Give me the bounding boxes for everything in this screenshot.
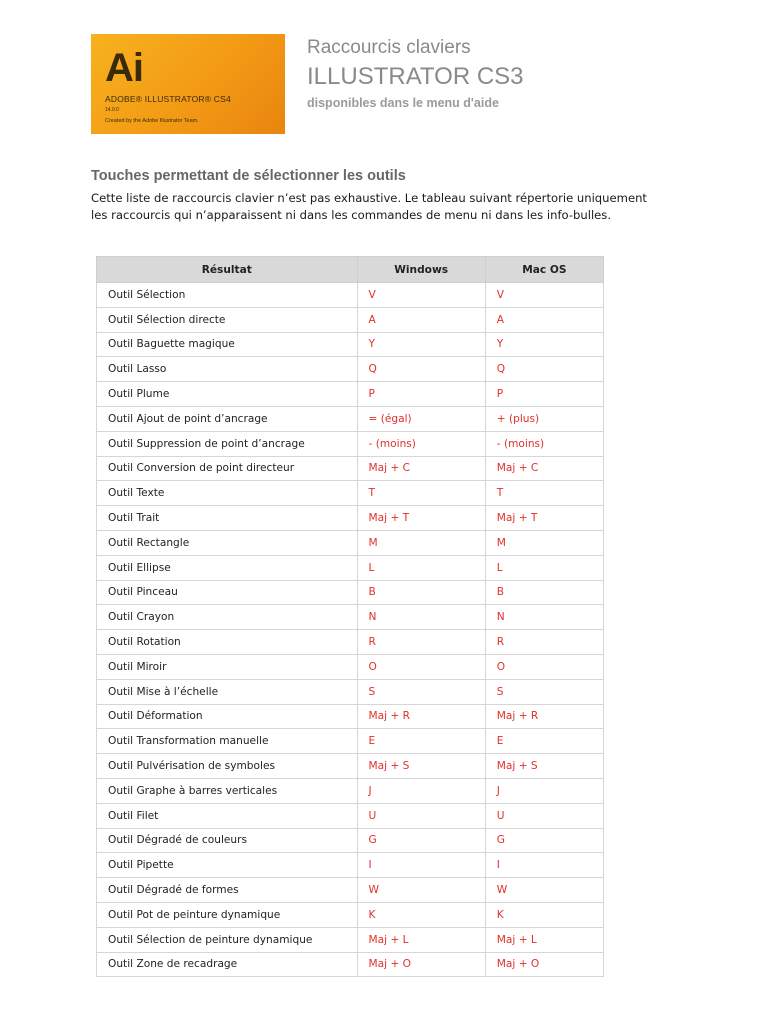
table-row [97,679,604,704]
cell-windows-key: Maj + O [357,952,485,977]
table-row [97,580,604,605]
table-row [97,530,604,555]
cell-mac-key: E [485,729,603,754]
cell-windows-key: K [357,902,485,927]
cell-result: Outil Dégradé de formes [97,878,358,903]
cell-mac-key: U [485,803,603,828]
cell-result: Outil Suppression de point d’ancrage [97,431,358,456]
cell-result: Outil Rectangle [97,530,358,555]
table-row [97,729,604,754]
cell-windows-key: W [357,878,485,903]
cell-mac-key: M [485,530,603,555]
cell-windows-key: N [357,605,485,630]
cell-result: Outil Transformation manuelle [97,729,358,754]
section-title: Touches permettant de sélectionner les outils [91,168,406,184]
logo-product-name: ADOBE® ILLUSTRATOR® CS4 [105,94,231,104]
cell-mac-key: T [485,481,603,506]
table-row [97,555,604,580]
cell-result: Outil Rotation [97,630,358,655]
table-row [97,952,604,977]
cell-windows-key: Maj + C [357,456,485,481]
cell-mac-key: Maj + S [485,754,603,779]
header-subtitle: Raccourcis claviers [307,37,471,58]
cell-result: Outil Mise à l’échelle [97,679,358,704]
cell-result: Outil Zone de recadrage [97,952,358,977]
table-row [97,803,604,828]
cell-mac-key: A [485,307,603,332]
cell-result: Outil Texte [97,481,358,506]
cell-windows-key: M [357,530,485,555]
table-row [97,754,604,779]
cell-mac-key: B [485,580,603,605]
cell-windows-key: V [357,283,485,308]
cell-mac-key: Maj + R [485,704,603,729]
table-row [97,853,604,878]
cell-mac-key: K [485,902,603,927]
cell-result: Outil Lasso [97,357,358,382]
cell-mac-key: Maj + T [485,506,603,531]
cell-mac-key: Q [485,357,603,382]
cell-mac-key: J [485,778,603,803]
cell-windows-key: Q [357,357,485,382]
shortcuts-table [96,256,604,977]
table-row [97,357,604,382]
cell-result: Outil Dégradé de couleurs [97,828,358,853]
document-header [307,36,524,112]
cell-result: Outil Ellipse [97,555,358,580]
cell-windows-key: I [357,853,485,878]
cell-windows-key: Maj + R [357,704,485,729]
table-row [97,630,604,655]
cell-windows-key: B [357,580,485,605]
cell-windows-key: U [357,803,485,828]
cell-windows-key: G [357,828,485,853]
cell-mac-key: O [485,654,603,679]
table-row [97,506,604,531]
cell-mac-key: N [485,605,603,630]
header-result: Résultat [97,257,358,283]
cell-mac-key: R [485,630,603,655]
table-row [97,927,604,952]
table-row [97,382,604,407]
cell-windows-key: Y [357,332,485,357]
cell-mac-key: + (plus) [485,406,603,431]
header-windows: Windows [357,257,485,283]
adobe-illustrator-logo [91,34,285,134]
cell-result: Outil Sélection de peinture dynamique [97,927,358,952]
cell-windows-key: J [357,778,485,803]
cell-result: Outil Plume [97,382,358,407]
cell-windows-key: E [357,729,485,754]
cell-result: Outil Sélection [97,283,358,308]
cell-mac-key: W [485,878,603,903]
cell-result: Outil Pot de peinture dynamique [97,902,358,927]
cell-windows-key: Maj + S [357,754,485,779]
cell-result: Outil Sélection directe [97,307,358,332]
table-row [97,481,604,506]
cell-windows-key: O [357,654,485,679]
cell-mac-key: S [485,679,603,704]
cell-windows-key: Maj + L [357,927,485,952]
cell-mac-key: Y [485,332,603,357]
cell-windows-key: R [357,630,485,655]
table-row [97,778,604,803]
cell-mac-key: Maj + C [485,456,603,481]
logo-letters: Ai [105,46,143,90]
header-caption: disponibles dans le menu d'aide [307,96,499,110]
cell-result: Outil Ajout de point d’ancrage [97,406,358,431]
cell-result: Outil Pinceau [97,580,358,605]
cell-mac-key: - (moins) [485,431,603,456]
table-row [97,654,604,679]
cell-mac-key: I [485,853,603,878]
cell-windows-key: Maj + T [357,506,485,531]
intro-paragraph: Cette liste de raccourcis clavier n’est pas exhaustive. Le tableau suivant répertorie uniquement les raccourcis qui n’apparaissent ni dans les commandes de menu ni dans les info-bulles. [91,191,647,222]
cell-windows-key: P [357,382,485,407]
logo-version: 14.0.0 [105,107,119,113]
cell-mac-key: L [485,555,603,580]
cell-result: Outil Crayon [97,605,358,630]
table-row [97,283,604,308]
cell-windows-key: S [357,679,485,704]
cell-result: Outil Conversion de point directeur [97,456,358,481]
cell-windows-key: L [357,555,485,580]
cell-mac-key: P [485,382,603,407]
cell-mac-key: Maj + O [485,952,603,977]
table-row [97,878,604,903]
table-row [97,828,604,853]
cell-mac-key: G [485,828,603,853]
cell-result: Outil Trait [97,506,358,531]
cell-windows-key: - (moins) [357,431,485,456]
header-macos: Mac OS [485,257,603,283]
table-row [97,332,604,357]
table-row [97,431,604,456]
table-row [97,605,604,630]
cell-result: Outil Miroir [97,654,358,679]
cell-result: Outil Filet [97,803,358,828]
table-row [97,406,604,431]
cell-windows-key: A [357,307,485,332]
cell-windows-key: = (égal) [357,406,485,431]
cell-result: Outil Graphe à barres verticales [97,778,358,803]
cell-windows-key: T [357,481,485,506]
table-row [97,704,604,729]
table-row [97,307,604,332]
table-body [97,283,604,977]
cell-result: Outil Baguette magique [97,332,358,357]
logo-credit: Created by the Adobe Illustrator Team. [105,118,199,124]
cell-result: Outil Pipette [97,853,358,878]
cell-result: Outil Déformation [97,704,358,729]
table-row [97,456,604,481]
cell-mac-key: Maj + L [485,927,603,952]
cell-result: Outil Pulvérisation de symboles [97,754,358,779]
table-header-row [97,257,604,283]
header-title: ILLUSTRATOR CS3 [307,63,524,90]
cell-mac-key: V [485,283,603,308]
table-row [97,902,604,927]
